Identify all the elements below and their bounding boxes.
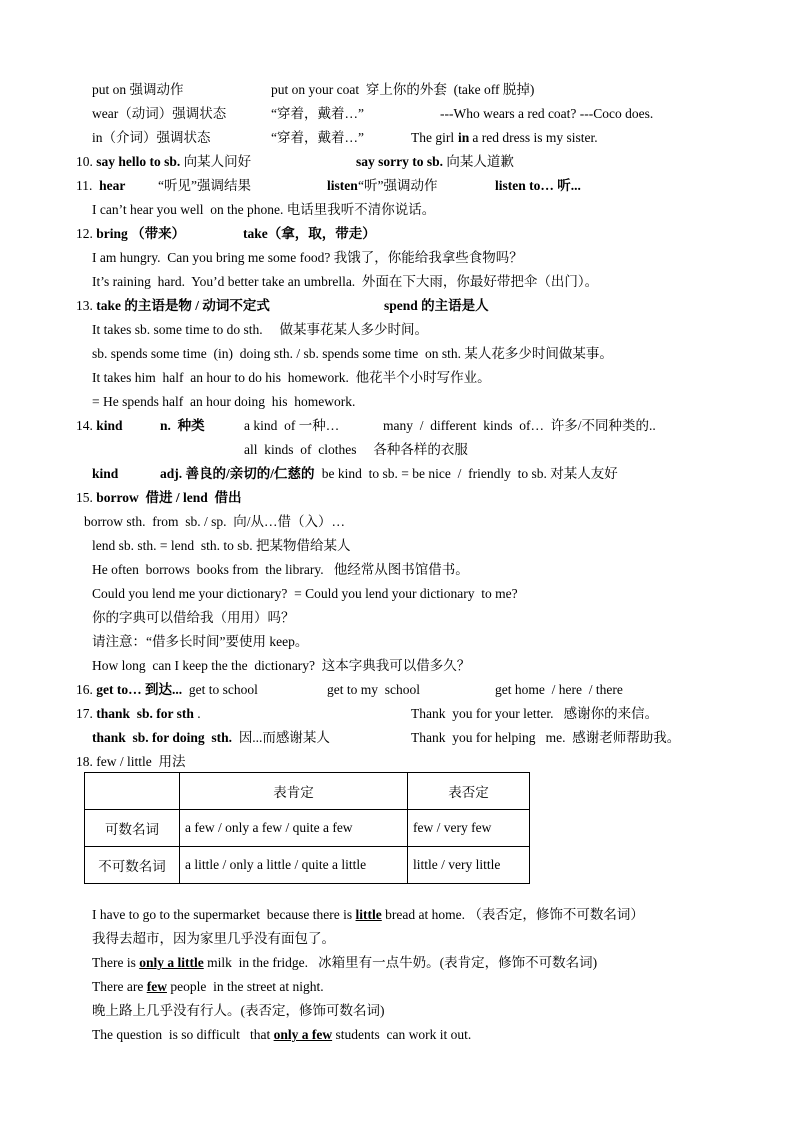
text-segment: I am hungry. Can you bring me some food? 我饿了，你能给我拿些食物吗？ (92, 250, 523, 265)
text-segment: thank sb. for sth (96, 706, 194, 721)
text-segment: in（介词）强调状态 (92, 130, 211, 145)
table-cell: a few / only a few / quite a few (180, 810, 408, 847)
table-row-label: 不可数名词 (85, 847, 180, 884)
text-segment: bread at home. （表否定，修饰不可数名词） (381, 907, 644, 922)
text-line-l13 (92, 369, 491, 387)
text-line-l12 (92, 345, 613, 363)
text-segment: There is (92, 955, 140, 970)
text-line-l35 (92, 1026, 471, 1044)
text-segment: put on your coat 穿上你的外套 (take off 脱掉) (271, 82, 535, 97)
table-cell: a little / only a little / quite a little (180, 847, 408, 884)
text-line-l27 (76, 705, 659, 723)
text-segment: people in the street at night. (166, 979, 324, 994)
text-segment: 因...而感谢某人 (232, 730, 330, 745)
text-segment: I can’t hear you well on the phone. 电话里我听不清你说话。 (92, 202, 436, 217)
text-segment: sb. spends some time (in) doing sth. / sb. spends some time on sth. 某人花多少时间做某事。 (92, 346, 613, 361)
text-segment: get home / here / there (495, 682, 623, 697)
text-segment: get to my school (327, 682, 420, 697)
text-segment: It’s raining hard. You’d better take an umbrella. 外面在下大雨，你最好带把伞（出门）。 (92, 274, 599, 289)
text-line-l11 (92, 321, 428, 339)
text-line-l6 (92, 201, 435, 219)
text-line-l8 (92, 249, 523, 267)
table-header-row (85, 773, 530, 810)
text-segment: listen to… 听... (495, 178, 581, 193)
text-segment: many / different kinds of… 许多/不同种类的.. (383, 418, 656, 433)
table-row-label: 可数名词 (85, 810, 180, 847)
text-segment: Thank you for your letter. 感谢你的来信。 (411, 706, 659, 721)
text-segment: = He spends half an hour doing his homework. (92, 394, 356, 409)
few-little-table (84, 772, 530, 884)
text-segment: 14. (76, 418, 97, 433)
text-line-l31 (92, 930, 335, 948)
text-line-l19 (84, 513, 345, 531)
table-row (85, 847, 530, 884)
text-segment: 18. few / little 用法 (76, 754, 186, 769)
table-cell (85, 773, 180, 810)
text-segment: “听见”强调结果 (158, 178, 251, 193)
text-segment: a kind of 一种… (244, 418, 340, 433)
table-header-negative: 表否定 (408, 773, 530, 810)
text-segment: kind (96, 418, 123, 433)
text-segment: all kinds of clothes 各种各样的衣服 (244, 442, 468, 457)
text-segment: take（拿，取，带走） (243, 226, 376, 241)
text-segment: . (193, 706, 201, 721)
text-line-l10 (76, 297, 489, 315)
text-segment: 晚上路上几乎没有行人。(表否定，修饰可数名词) (92, 1003, 385, 1018)
text-segment: spend 的主语是人 (384, 298, 489, 313)
text-segment: milk in the fridge. 冰箱里有一点牛奶。(表肯定，修饰不可数名词) (203, 955, 598, 970)
text-segment: It takes him half an hour to do his homework. 他花半个小时写作业。 (92, 370, 491, 385)
text-line-l24 (92, 633, 308, 651)
text-segment: The girl (411, 130, 458, 145)
text-line-l1 (92, 81, 535, 99)
text-segment: 你的字典可以借给我（用用）吗？ (92, 610, 295, 625)
text-segment: only a little (139, 955, 204, 970)
text-segment: say sorry to sb. (356, 154, 443, 169)
text-line-l30 (92, 906, 644, 924)
table-cell: little / very little (408, 847, 530, 884)
text-segment: only a few (273, 1027, 333, 1042)
table-row (85, 810, 530, 847)
text-line-l5 (76, 177, 581, 195)
text-segment: 13. (76, 298, 97, 313)
text-segment: 15. (76, 490, 97, 505)
text-line-l7 (76, 225, 376, 243)
text-segment: ---Who wears a red coat? ---Coco does. (440, 106, 654, 121)
text-line-l14 (92, 393, 355, 411)
text-segment: It takes sb. some time to do sth. 做某事花某人多少时间。 (92, 322, 428, 337)
text-line-l28 (92, 729, 681, 747)
text-line-l25 (92, 657, 470, 675)
text-line-l23 (92, 609, 295, 627)
text-segment: little (355, 907, 382, 922)
text-line-l21 (92, 561, 469, 579)
text-segment: “穿着，戴着…” (271, 130, 364, 145)
text-segment: say hello to sb. (96, 154, 181, 169)
text-line-l33 (92, 978, 324, 996)
text-line-l4 (76, 153, 514, 171)
text-line-l26 (76, 681, 623, 699)
text-segment: borrow 借进 / lend 借出 (96, 490, 242, 505)
text-line-l17 (92, 465, 618, 483)
text-line-l34 (92, 1002, 385, 1020)
text-segment: 12. (76, 226, 97, 241)
text-segment: The question is so difficult that (92, 1027, 274, 1042)
text-line-l29 (76, 753, 185, 771)
text-segment: 向某人道歉 (443, 154, 514, 169)
text-line-l22 (92, 585, 518, 603)
text-segment: take 的主语是物 / 动词不定式 (96, 298, 270, 313)
text-segment: listen (327, 178, 358, 193)
text-segment: thank sb. for doing sth. (92, 730, 233, 745)
text-segment: bring （带来） (96, 226, 186, 241)
text-segment: He often borrows books from the library. 他经常从图书馆借书。 (92, 562, 469, 577)
text-line-l9 (92, 273, 598, 291)
text-line-l15 (76, 417, 656, 435)
text-segment: borrow sth. from sb. / sp. 向/从…借（入）… (84, 514, 345, 529)
text-segment: n. 种类 (160, 418, 205, 433)
text-line-l3 (92, 129, 598, 147)
text-segment: few (146, 979, 167, 994)
text-segment: get to… 到达... (96, 682, 183, 697)
text-segment: be kind to sb. = be nice / friendly to sb. 对某人友好 (315, 466, 618, 481)
text-segment: 11. (76, 178, 100, 193)
text-segment: 10. (76, 154, 97, 169)
text-segment: in (458, 130, 470, 145)
text-segment: “听”强调动作 (358, 178, 438, 193)
text-segment: lend sb. sth. = lend sth. to sb. 把某物借给某人 (92, 538, 351, 553)
text-segment: a red dress is my sister. (469, 130, 598, 145)
text-segment: 向某人问好 (180, 154, 252, 169)
text-line-l16 (244, 441, 468, 459)
text-segment: How long can I keep the the dictionary? 这本字典我可以借多久？ (92, 658, 471, 673)
text-segment: Thank you for helping me. 感谢老师帮助我。 (411, 730, 681, 745)
table-header-affirmative: 表肯定 (180, 773, 408, 810)
text-segment: students can work it out. (332, 1027, 472, 1042)
text-segment: hear (99, 178, 126, 193)
text-segment: get to school (182, 682, 258, 697)
text-line-l2 (92, 105, 654, 123)
text-segment: wear（动词）强调状态 (92, 106, 227, 121)
text-line-l18 (76, 489, 242, 507)
text-segment: put on 强调动作 (92, 82, 184, 97)
text-segment: 请注意：“借多长时间”要使用 keep。 (92, 634, 309, 649)
text-segment: kind (92, 466, 119, 481)
text-segment: 17. (76, 706, 97, 721)
text-segment: Could you lend me your dictionary? = Could you lend your dictionary to me? (92, 586, 518, 601)
text-line-l20 (92, 537, 351, 555)
text-line-l32 (92, 954, 597, 972)
text-segment: 16. (76, 682, 97, 697)
text-segment: “穿着，戴着…” (271, 106, 364, 121)
text-segment: 我得去超市，因为家里几乎没有面包了。 (92, 931, 335, 946)
text-segment: adj. 善良的/亲切的/仁慈的 (160, 466, 315, 481)
text-segment: I have to go to the supermarket because there is (92, 907, 356, 922)
text-segment: There are (92, 979, 147, 994)
table-cell: few / very few (408, 810, 530, 847)
